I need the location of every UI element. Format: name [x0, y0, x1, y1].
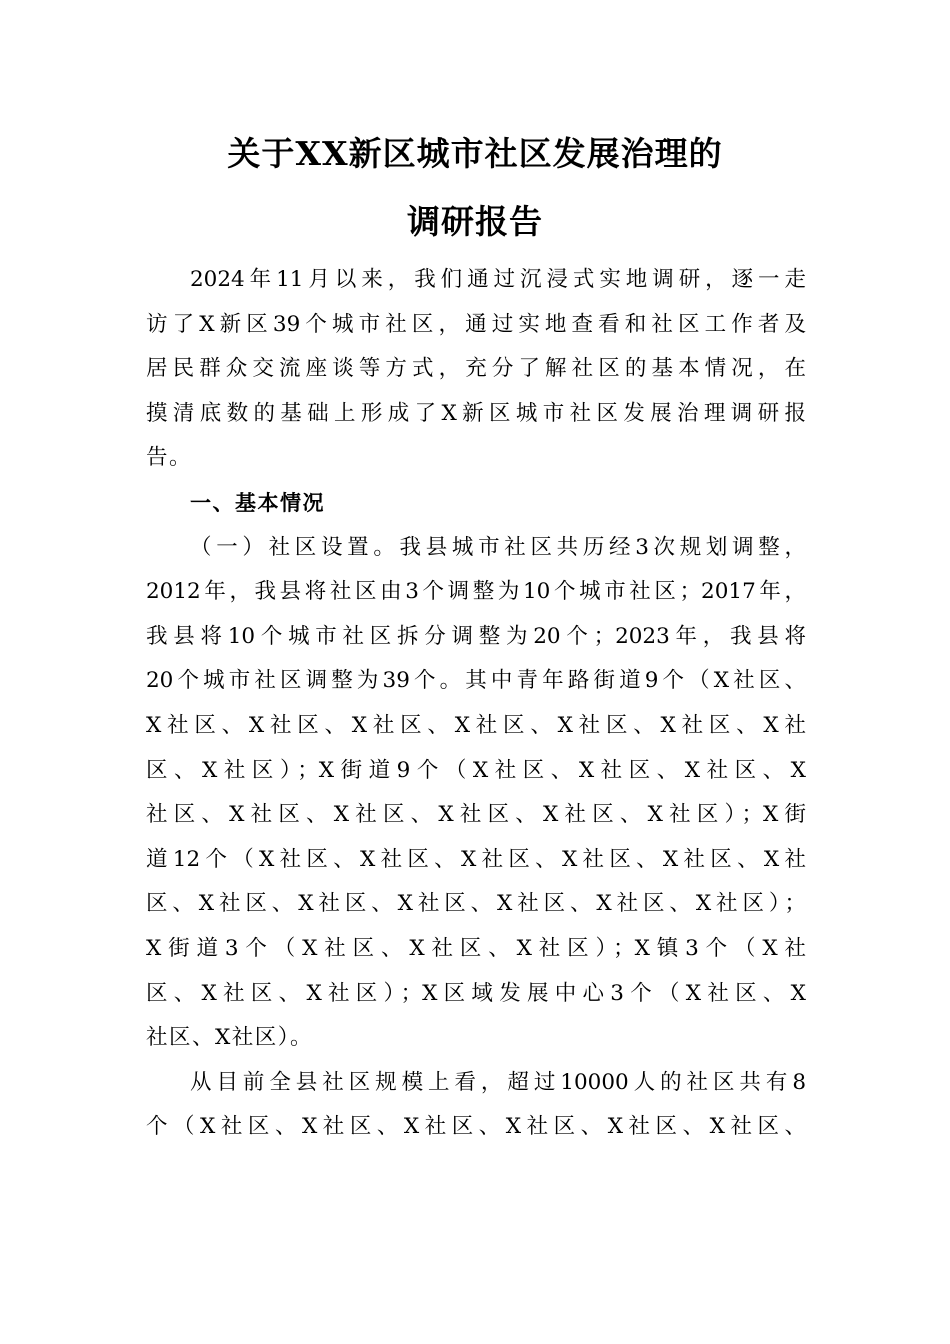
document-title-line-1: 关于XX新区城市社区发展治理的 [227, 134, 723, 173]
paragraph-line: 2012年，我县将社区由3个调整为10个城市社区；2017年， [146, 579, 806, 605]
section-heading: 一、基本情况 [190, 490, 325, 515]
paragraph-line: 从目前全县社区规模上看，超过10000人的社区共有8 [190, 1069, 806, 1095]
paragraph-line: 告。 [146, 445, 193, 471]
paragraph-line: 2024年11月以来，我们通过沉浸式实地调研，逐一走 [190, 267, 806, 292]
paragraph-line: 摸清底数的基础上形成了X新区城市社区发展治理调研报 [146, 400, 806, 426]
paragraph-line: 社区、X社区）。 [146, 1025, 314, 1051]
paragraph-line: 道12个（X社区、X社区、X社区、X社区、X社区、X社 [146, 846, 806, 872]
document-body [146, 258, 806, 1150]
paragraph-line: 我县将10个城市社区拆分调整为20个；2023年，我县将 [146, 623, 806, 649]
paragraph-line: 20个城市社区调整为39个。其中青年路街道9个（X社区、 [146, 668, 806, 694]
document-title-line-2: 调研报告 [407, 202, 543, 241]
paragraph-line: 居民群众交流座谈等方式，充分了解社区的基本情况，在 [146, 356, 806, 382]
paragraph-line: 访了X新区39个城市社区，通过实地查看和社区工作者及 [146, 311, 806, 337]
paragraph-line: X街道3个（X社区、X社区、X社区）；X镇3个（X社 [146, 935, 806, 961]
paragraph-line: 区、X社区、X社区）；X区域发展中心3个（X社区、X [146, 980, 806, 1006]
paragraph-line: 社区、X社区、X社区、X社区、X社区、X社区）；X街 [146, 802, 806, 828]
paragraph-line: 区、X社区、X社区、X社区、X社区、X社区、X社区）； [146, 891, 806, 917]
paragraph-line: 区、X社区）；X街道9个（X社区、X社区、X社区、X [146, 757, 806, 783]
paragraph-line: 个（X社区、X社区、X社区、X社区、X社区、X社区、 [146, 1114, 806, 1140]
paragraph-line: X社区、X社区、X社区、X社区、X社区、X社区、X社 [146, 712, 806, 738]
paragraph-line: （一）社区设置。我县城市社区共历经3次规划调整， [190, 534, 806, 560]
